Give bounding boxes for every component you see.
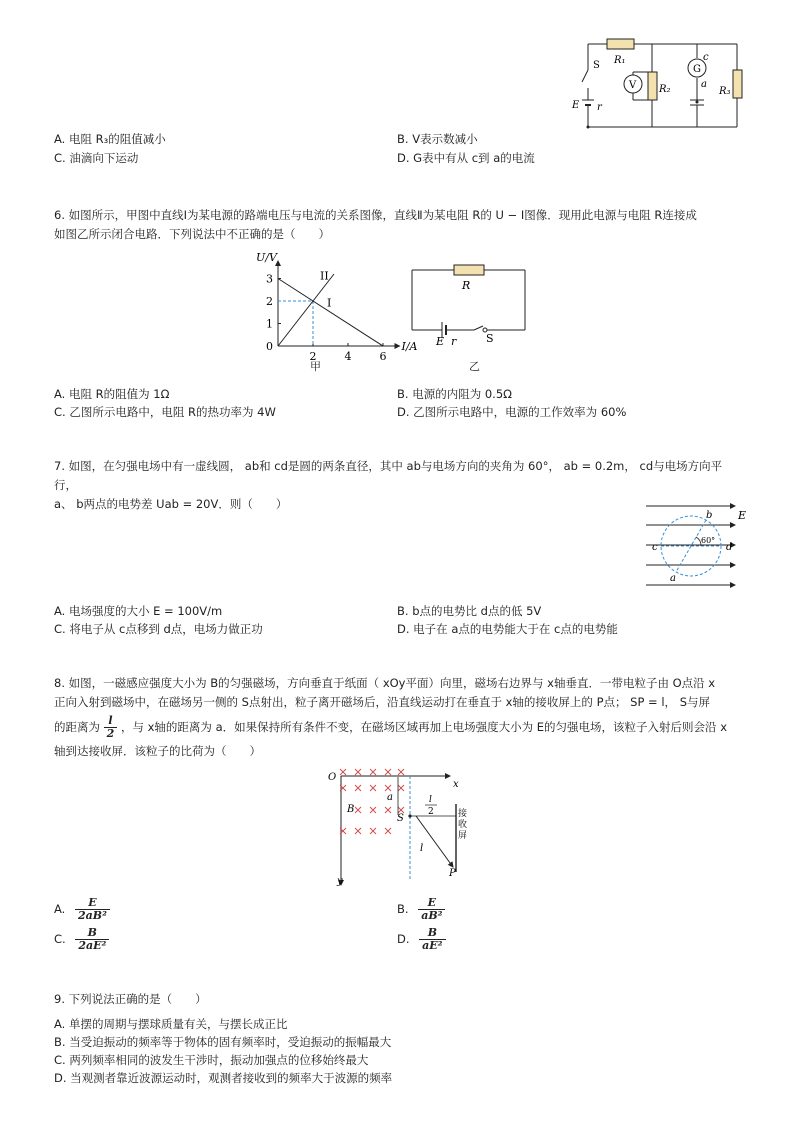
svg-text:收: 收 (458, 820, 468, 830)
svg-text:R₁: R₁ (614, 55, 626, 66)
q8-option-d: D. $\frac{B}{\text{aE²}}$ (397, 927, 446, 952)
svg-text:2: 2 (428, 807, 434, 817)
q6-circuit-caption: 乙 (469, 360, 480, 373)
r3-resistor (733, 70, 742, 98)
oil-drop (696, 101, 699, 104)
series-line-II (278, 274, 334, 346)
svg-text:a: a (387, 792, 393, 803)
svg-text:O: O (328, 772, 337, 783)
q7-option-b: B. b点的电势比 d点的低 5V (397, 604, 542, 618)
q5-option-b: B. V表示数减小 (397, 132, 478, 146)
q9-option-a: A. 单摆的周期与摆球质量有关，与摆长成正比 (54, 1017, 288, 1031)
svg-text:S: S (486, 332, 494, 345)
q6-circuit-diagram (404, 260, 534, 364)
q6-option-d: D. 乙图所示电路中，电源的工作效率为 60% (397, 405, 627, 419)
q5-option-d: D. G表中有从 c到 a的电流 (397, 151, 535, 165)
q7-field-diagram (640, 498, 750, 594)
svg-text:E: E (572, 100, 580, 111)
svg-text:l: l (420, 843, 424, 854)
y-tick-label: 2 (266, 295, 273, 308)
q7-stem: 7. 如图，在匀强电场中有一虚线圆， ab和 cd是圆的两条直径，其中 ab与电场方向的夹角为 60°， ab = 0.2m， cd与电场方向平行， a、 b两点的电势差 Uab = 20V．则（ ） (54, 459, 723, 511)
svg-text:c: c (703, 52, 709, 63)
svg-text:S: S (593, 60, 600, 71)
svg-text:d: d (726, 542, 733, 553)
q6-option-a: A. 电阻 R的阻值为 1Ω (54, 387, 170, 401)
svg-text:接: 接 (458, 809, 468, 819)
q9-option-c: C. 两列频率相同的波发生干涉时，振动加强点的位移始终最大 (54, 1053, 369, 1067)
svg-text:60°: 60° (701, 536, 716, 545)
x-tick-label: 2 (309, 350, 317, 363)
svg-text:G: G (693, 64, 701, 75)
q5-option-c: C. 油滴向下运动 (54, 151, 139, 165)
svg-text:c: c (652, 542, 658, 553)
x-tick-label: 6 (379, 350, 387, 363)
q6-ui-graph (248, 240, 418, 372)
q5-option-a: A. 电阻 R₃的阻值减小 (54, 132, 166, 146)
svg-text:r: r (597, 102, 602, 113)
svg-text:y: y (337, 876, 343, 887)
svg-text:a: a (701, 79, 707, 90)
y-tick-label: 1 (266, 317, 273, 331)
svg-text:P: P (449, 868, 456, 879)
r2-resistor (648, 72, 657, 100)
svg-text:R₂: R₂ (659, 84, 671, 95)
q5-circuit-diagram (562, 30, 752, 134)
q6-stem: 6. 如图所示，甲图中直线Ⅰ为某电源的路端电压与电流的关系图像，直线Ⅱ为某电阻 R的 U − I图像．现用此电源与电阻 R连接成 如图乙所示闭合电路．下列说法中不正确的是（ ） (54, 208, 697, 241)
svg-text:屏: 屏 (458, 831, 468, 841)
q7-option-c: C. 将电子从 c点移到 d点，电场力做正功 (54, 622, 263, 636)
svg-text:E: E (436, 335, 445, 348)
series-line-I (278, 279, 383, 347)
svg-text:b: b (706, 510, 713, 521)
x-axis-label: I/A (401, 340, 418, 353)
q8-option-c: C. $\frac{B}{\text{2aE²}}$ (54, 927, 109, 952)
r-resistor (454, 265, 484, 275)
svg-text:S: S (397, 813, 404, 824)
q8-option-b: B. $\frac{E}{\text{aB²}}$ (397, 897, 445, 922)
svg-text:l: l (429, 795, 432, 805)
svg-text:V: V (629, 80, 637, 91)
q6-graph-caption: 甲 (310, 360, 321, 373)
svg-text:E: E (738, 509, 747, 522)
q8-stem: 8. 如图，一磁感应强度大小为 B的匀强磁场，方向垂直于纸面（ xOy平面）向里，磁场右边界与 x轴垂直．一带电粒子由 O点沿 x 正向入射到磁场中，在磁场另一侧的 S点射出，粒子离开磁场后，沿直线运动打在垂直于 x轴的接收屏上的 P点； SP = l， S与屏 的距离为 $\frac{l}{2}$ ，与 x轴的距离为 a．如果保持所有条件不变，在磁场区域再加上电场强度大小为 E的匀强电场，该粒子入射后则会沿 x 轴到达接收屏．该粒子的比荷为（ ） (54, 676, 728, 758)
origin-label: 0 (266, 340, 273, 353)
svg-text:R₃: R₃ (719, 86, 731, 97)
x-tick-label: 4 (344, 350, 352, 363)
svg-text:R: R (462, 279, 471, 292)
q8-fraction-l-over-2: $\frac{l}{2}$ (104, 715, 118, 740)
y-axis-label: U/V (256, 251, 277, 264)
q6-option-b: B. 电源的内阻为 0.5Ω (397, 387, 512, 401)
series-label-I: I (327, 296, 332, 310)
q7-option-d: D. 电子在 a点的电势能大于在 c点的电势能 (397, 622, 618, 636)
q7-option-a: A. 电场强度的大小 E = 100V/m (54, 604, 223, 618)
svg-text:r: r (451, 335, 457, 348)
svg-text:a: a (670, 573, 676, 584)
q9-stem: 9. 下列说法正确的是（ ） (54, 992, 207, 1006)
q8-magnetic-field-diagram (318, 766, 468, 890)
q6-option-c: C. 乙图所示电路中，电阻 R的热功率为 4W (54, 405, 276, 419)
q9-option-b: B. 当受迫振动的频率等于物体的固有频率时，受迫振动的振幅最大 (54, 1035, 392, 1049)
q9-option-d: D. 当观测者靠近波源运动时，观测者接收到的频率大于波源的频率 (54, 1071, 393, 1085)
y-tick-label: 3 (266, 272, 273, 286)
svg-text:x: x (453, 779, 459, 790)
r1-resistor (607, 39, 634, 49)
series-label-II: II (320, 269, 329, 283)
svg-text:B: B (347, 804, 355, 815)
q8-option-a: A. $\frac{E}{\text{2aB²}}$ (54, 897, 110, 922)
